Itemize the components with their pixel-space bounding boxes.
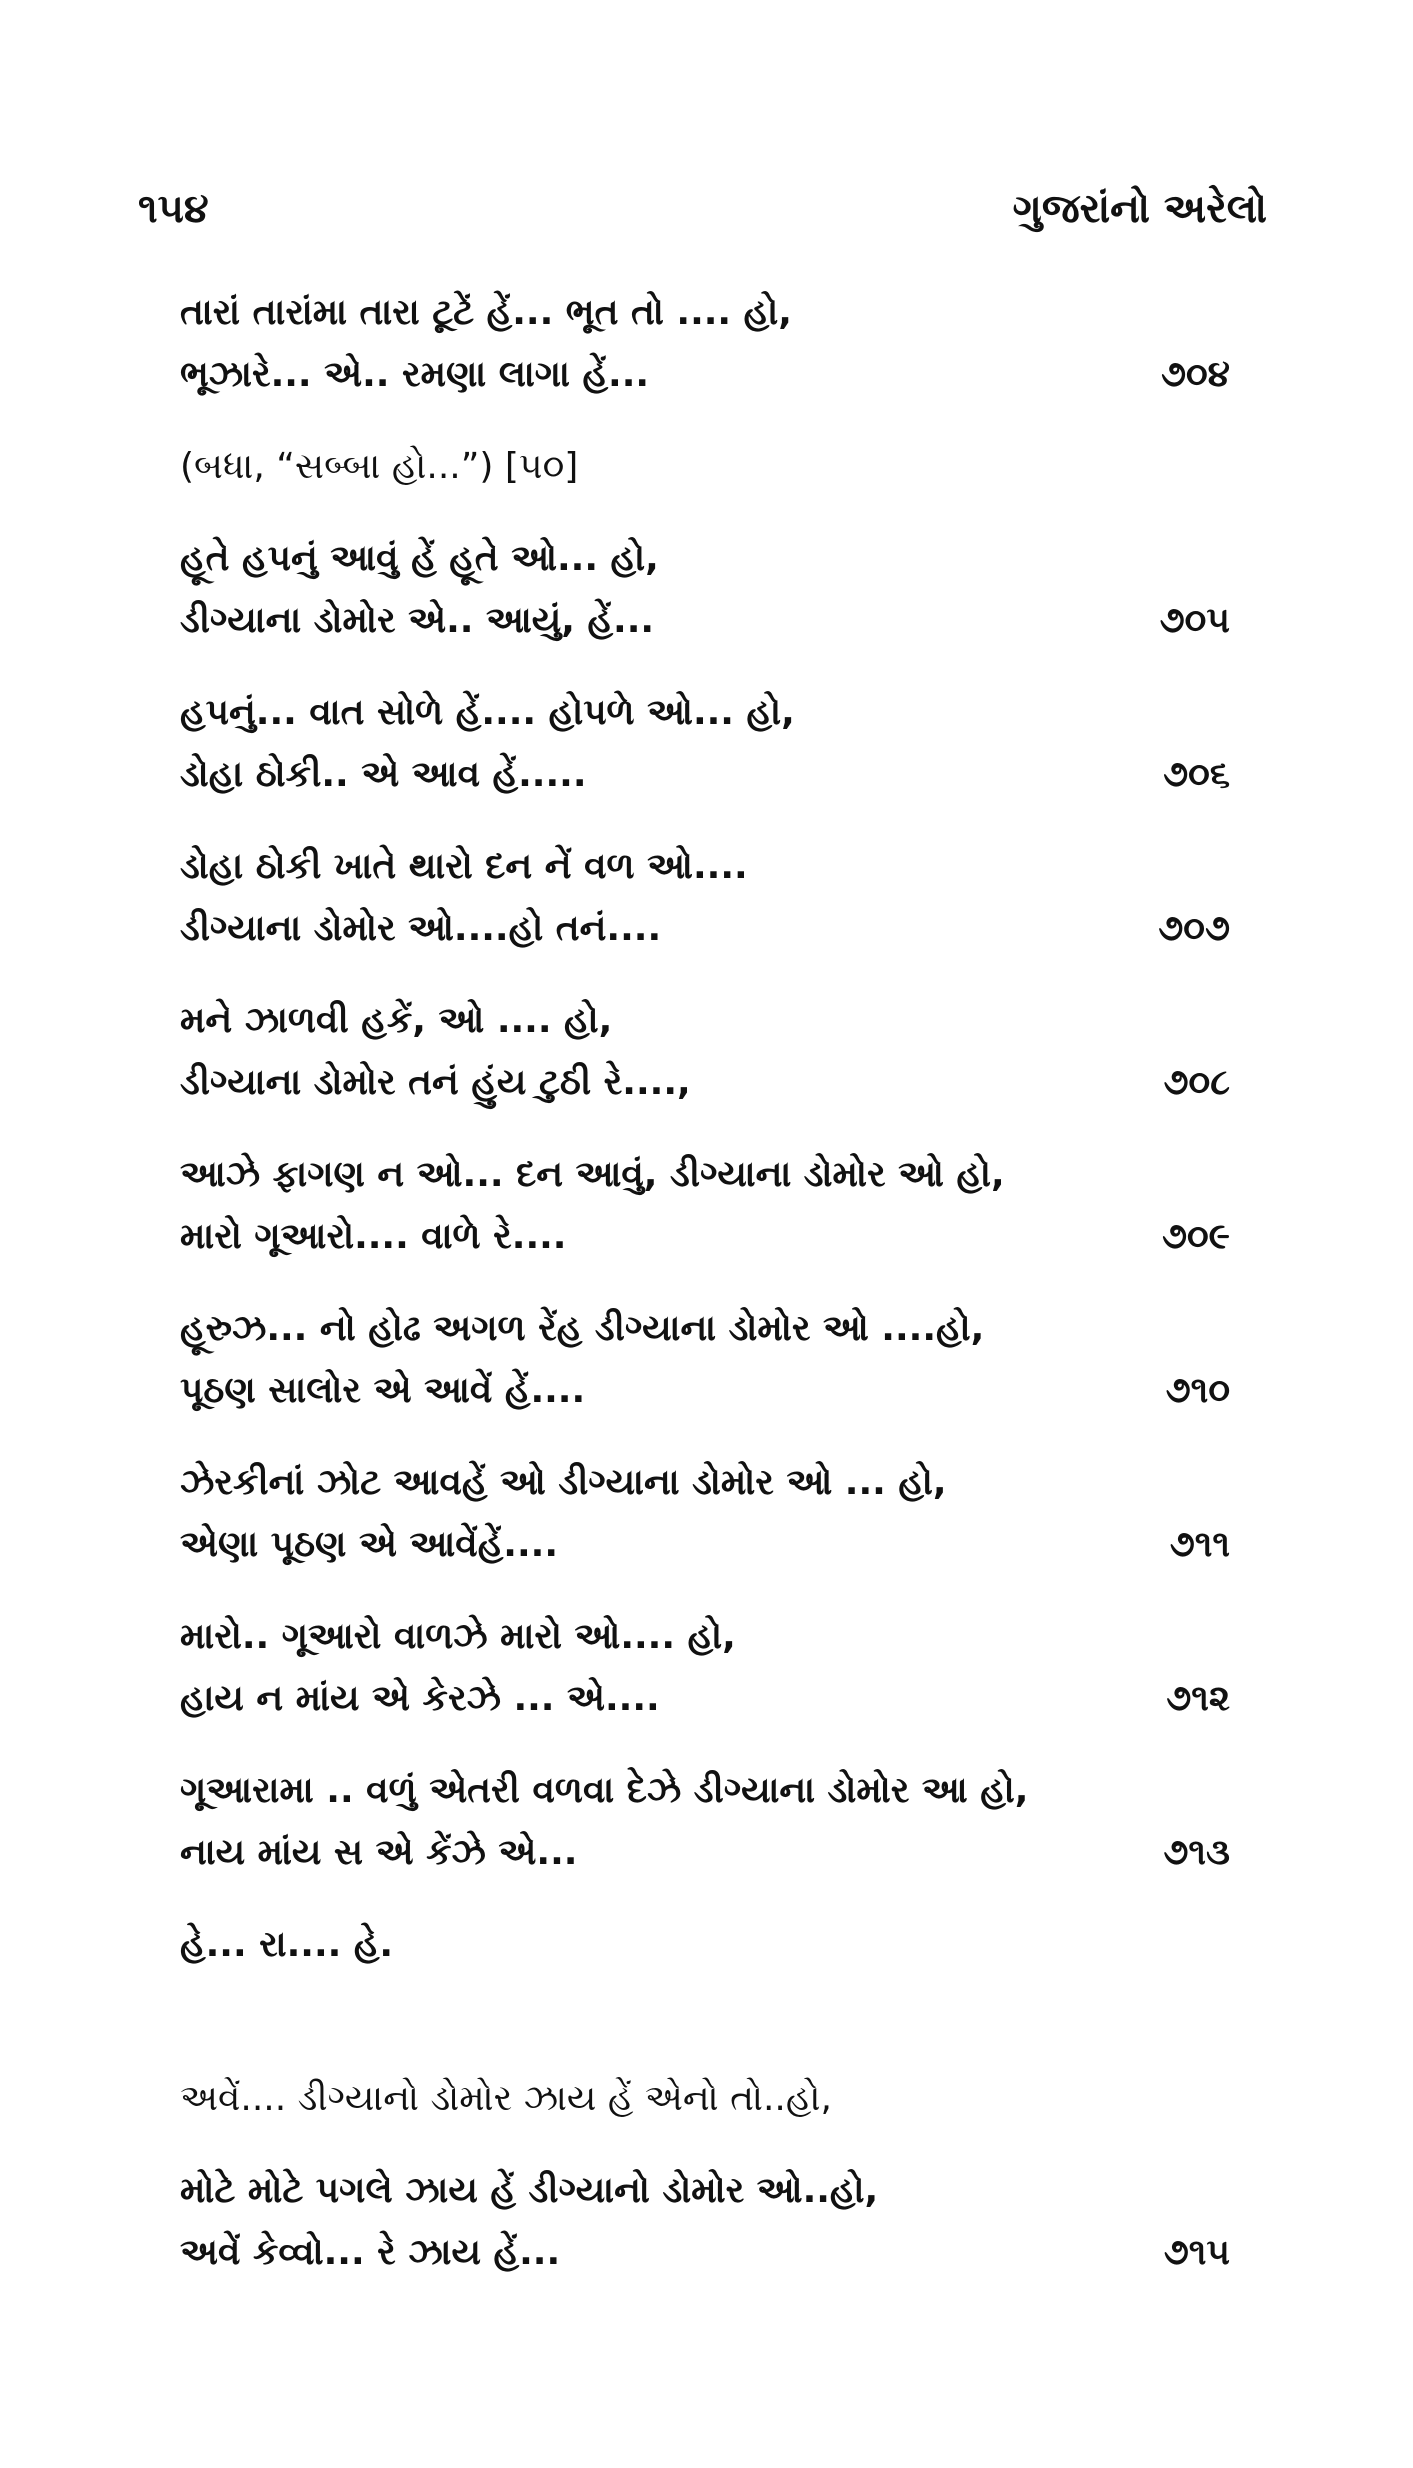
stanza-chorus-note <box>180 436 1230 498</box>
verse-number: ૭૧૧ <box>1169 1524 1230 1565</box>
verse-number: ૭૧૫ <box>1163 2232 1230 2273</box>
verse-body <box>180 282 1230 2468</box>
verse-line: મારો.. ગૂઆરો વાળઝે મારો ઓ.... હો, <box>180 1616 736 1657</box>
verse-line: ગૂઆરામા .. વળું એતરી વળવા દેઝે ડીગ્યાના ડોમોર આ હો, <box>180 1770 1029 1811</box>
verse-line: મારો ગૂઆરો.... વાળે રે.... <box>180 1216 567 1257</box>
verse-number: ૭૧૩ <box>1163 1832 1230 1873</box>
verse-line: (બધા, “સબ્બા હો...”) [૫૦] <box>180 446 579 487</box>
verse-number: ૭૦૯ <box>1161 1216 1230 1257</box>
verse-line: મોટે મોટે પગલે ઝાય હેં ડીગ્યાનો ડોમોર ઓ..હો, <box>180 2170 879 2211</box>
verse-line: હપનું... વાત સોળે હેં.... હોપળે ઓ... હો, <box>180 692 795 733</box>
verse-line: હે... રા.... હે. <box>180 1924 394 1965</box>
stanza <box>180 2160 1230 2284</box>
stanza <box>180 2314 1230 2438</box>
verse-number: ૭૧૨ <box>1166 1678 1230 1719</box>
verse-line: મને ઝાળવી હકેં, ઓ .... હો, <box>180 1000 613 1041</box>
verse-line: ડોહા ઠોકી.. એ આવ હેં..... <box>180 754 587 795</box>
verse-number: ૭૦૬ <box>1163 754 1230 795</box>
verse-line: એણા પૂઠણ એ આવેંહેં.... <box>180 1524 558 1565</box>
verse-number: ૭૦૮ <box>1163 1062 1230 1103</box>
stanza <box>180 682 1230 806</box>
verse-line: ઝેરકીનાં ઝોટ આવહેં ઓ ડીગ્યાના ડોમોર ઓ ... હો, <box>180 1462 947 1503</box>
verse-line: અવેં કેવ્વો... રે ઝાય હેં... <box>180 2232 561 2273</box>
verse-line: હાય ન માંય એ કેરઝે ... એ.... <box>180 1678 660 1719</box>
verse-number: ૭૦૪ <box>1160 354 1230 395</box>
page-number: ૧૫૪ <box>138 186 209 232</box>
verse-line: ડીગ્યાના ડોમોર એ.. આયું, હેં... <box>180 600 655 641</box>
running-title: ગુજરાંનો અરેલો <box>1012 186 1267 232</box>
stanza <box>180 990 1230 1114</box>
verse-number: ૭૦૫ <box>1159 600 1230 641</box>
verse-line: હૂરુઝ... નો હોઢ અગળ રેંહ ડીગ્યાના ડોમોર ઓ ....હો, <box>180 1308 985 1349</box>
stanza <box>180 528 1230 652</box>
verse-line: ડોહા ઠોકી ખાતે થારો દન નેં વળ ઓ.... <box>180 846 748 887</box>
page-header <box>138 186 1267 246</box>
verse-number: ૭૧૦ <box>1165 1370 1230 1411</box>
verse-line <box>180 2376 1230 2438</box>
verse-line: ડીગ્યાના ડોમોર તનં હુંય ટુઠી રે...., <box>180 1062 691 1103</box>
verse-line: ડીગ્યાના ડોમોર ઓ....હો તનં.... <box>180 908 662 949</box>
stanza <box>180 1606 1230 1730</box>
verse-line <box>180 2314 1230 2376</box>
stanza <box>180 1760 1230 1884</box>
verse-line: ભૂઝારે... એ.. રમણા લાગા હેં... <box>180 354 650 395</box>
stanza <box>180 1144 1230 1268</box>
verse-line: અવેં.... ડીગ્યાનો ડોમોર ઝાય હેં એનો તો..હો, <box>180 2078 832 2119</box>
verse-line <box>180 1976 1230 2038</box>
verse-line: પૂઠણ સાલોર એ આવેં હેં.... <box>180 1370 586 1411</box>
verse-line: તારાં તારાંમા તારા ટૂટેં હેં... ભૂત તો .... હો, <box>180 292 792 333</box>
verse-line: આઝે ફાગણ ન ઓ... દન આવું, ડીગ્યાના ડોમોર ઓ હો, <box>180 1154 1005 1195</box>
stanza <box>180 282 1230 406</box>
verse-number: ૭૦૭ <box>1158 908 1230 949</box>
stanza <box>180 1452 1230 1576</box>
stanza <box>180 1298 1230 1422</box>
verse-line: હૂતે હપનું આવું હેં હૂતે ઓ... હો, <box>180 538 659 579</box>
stanza <box>180 1914 1230 2038</box>
verse-line: નાય માંય સ એ કેંઝે એ... <box>180 1832 578 1873</box>
stanza-refrain <box>180 2068 1230 2130</box>
stanza <box>180 836 1230 960</box>
